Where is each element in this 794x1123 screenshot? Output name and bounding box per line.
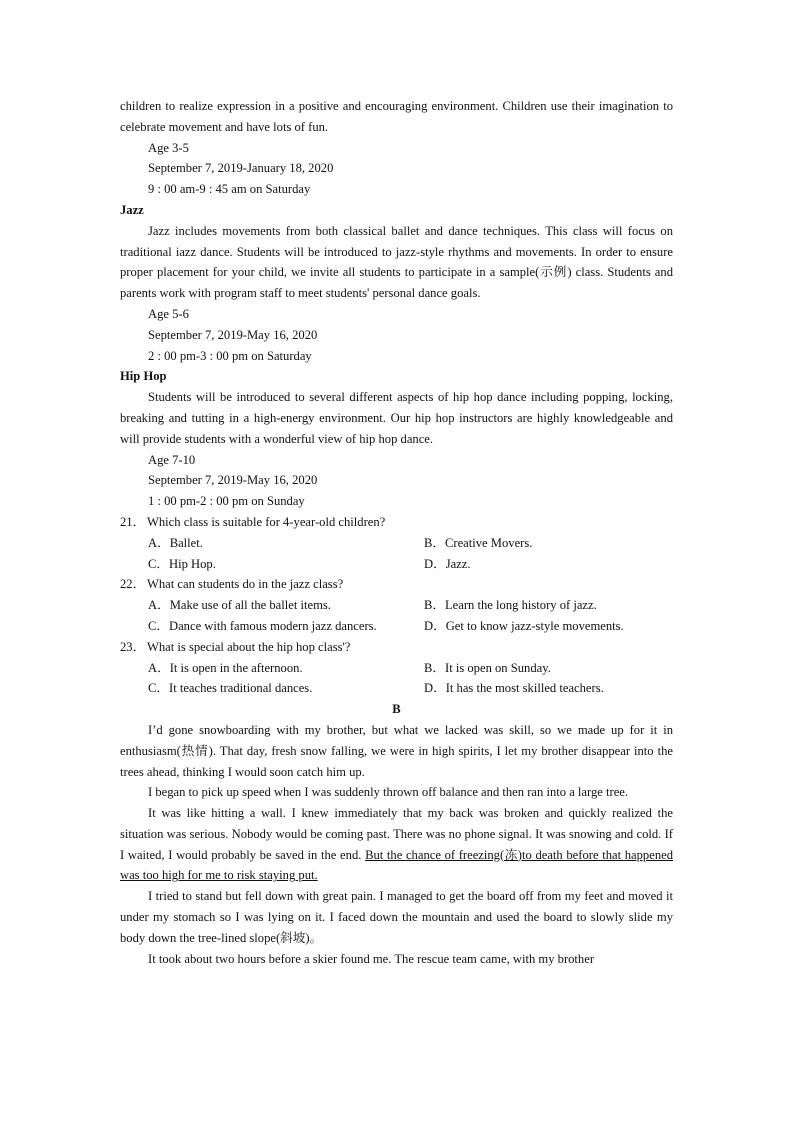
option-c: C．It teaches traditional dances. xyxy=(148,681,313,696)
option-a: A．It is open in the afternoon. xyxy=(148,660,303,675)
creative-movers-age: Age 3-5 xyxy=(148,140,189,155)
hiphop-time: 1 : 00 pm-2 : 00 pm on Sunday xyxy=(148,494,305,509)
question-text: What is special about the hip hop class'? xyxy=(147,639,351,654)
question-text: What can students do in the jazz class? xyxy=(147,577,344,592)
option-b: B．Learn the long history of jazz. xyxy=(424,598,597,613)
jazz-dates: September 7, 2019-May 16, 2020 xyxy=(148,327,318,342)
jazz-age: Age 5-6 xyxy=(148,306,189,321)
option-c: C．Dance with famous modern jazz dancers. xyxy=(148,618,377,633)
creative-movers-dates: September 7, 2019-January 18, 2020 xyxy=(148,161,334,176)
passage-b-paragraph-1: I’d gone snowboarding with my brother, but what we lacked was skill, so we made up for it in enthusiasm(热情). That day, fresh snow falling, we were in high spirits, I let my brother disappear into the trees ahead, thinking I would soon catch him up. xyxy=(120,722,673,779)
question-options xyxy=(120,658,673,700)
option-b: B．It is open on Sunday. xyxy=(424,660,551,675)
hiphop-age: Age 7-10 xyxy=(148,452,196,467)
question-21 xyxy=(120,512,673,574)
passage-b-paragraph-2: I began to pick up speed when I was suddenly thrown off balance and then ran into a large tree. xyxy=(148,785,629,800)
option-a: A．Make use of all the ballet items. xyxy=(148,598,331,613)
question-text: Which class is suitable for 4-year-old children? xyxy=(147,514,386,529)
option-d: D．It has the most skilled teachers. xyxy=(424,681,604,696)
creative-movers-description-tail: children to realize expression in a positive and encouraging environment. Children use their imagination to celebrate movement and have lots of fun. xyxy=(120,99,673,134)
passage-b-paragraph-5: It took about two hours before a skier found me. The rescue team came, with my brother xyxy=(148,951,595,966)
question-22 xyxy=(120,574,673,636)
jazz-time: 2 : 00 pm-3 : 00 pm on Saturday xyxy=(148,348,312,363)
jazz-description: Jazz includes movements from both classical ballet and dance techniques. This class will focus on traditional iazz dance. Students will be introduced to jazz-style rhythms and movements. In order to ensure proper placement for your child, we invite all students to participate in a sample(示例) class. Students and parents work with program staff to meet students' personal dance goals. xyxy=(120,223,673,301)
paragraph-3-text: It was like hitting a wall. I knew immediately that my back was broken and quickly realized the situation was serious. Nobody would be coming past. There was no phone signal. It was snowing and cold. If I waited, I would probably be saved in the end. xyxy=(120,806,673,862)
question-options xyxy=(120,533,673,575)
question-23 xyxy=(120,637,673,699)
question-number: 23． xyxy=(120,639,146,654)
jazz-heading: Jazz xyxy=(120,202,144,217)
option-a: A．Ballet. xyxy=(148,535,203,550)
creative-movers-time: 9 : 00 am-9 : 45 am on Saturday xyxy=(148,182,311,197)
question-number: 22． xyxy=(120,577,146,592)
option-d: D．Jazz. xyxy=(424,556,471,571)
document-page xyxy=(120,96,673,969)
hiphop-heading: Hip Hop xyxy=(120,369,167,384)
option-c: C．Hip Hop. xyxy=(148,556,216,571)
option-b: B．Creative Movers. xyxy=(424,535,533,550)
passage-b-title: B xyxy=(392,702,401,717)
passage-b-paragraph-4: I tried to stand but fell down with great pain. I managed to get the board off from my feet and moved it under my stomach so I was lying on it. I faced down the mountain and used the board to slowly slide my body down the tree-lined slope(斜坡)。 xyxy=(120,889,673,945)
underlined-sentence: But the chance of freezing(冻)to death before that happened was too high for me to risk staying put. xyxy=(120,847,674,883)
hiphop-dates: September 7, 2019-May 16, 2020 xyxy=(148,473,318,488)
hiphop-description: Students will be introduced to several different aspects of hip hop dance including popping, locking, breaking and tutting in a high-energy environment. Our hip hop instructors are highly knowledgeable and will provide students with a wonderful view of hip hop dance. xyxy=(120,390,673,446)
question-number: 21． xyxy=(120,514,146,529)
option-d: D．Get to know jazz-style movements. xyxy=(424,618,624,633)
passage-b-paragraph-3 xyxy=(120,803,673,886)
question-options xyxy=(120,595,673,637)
